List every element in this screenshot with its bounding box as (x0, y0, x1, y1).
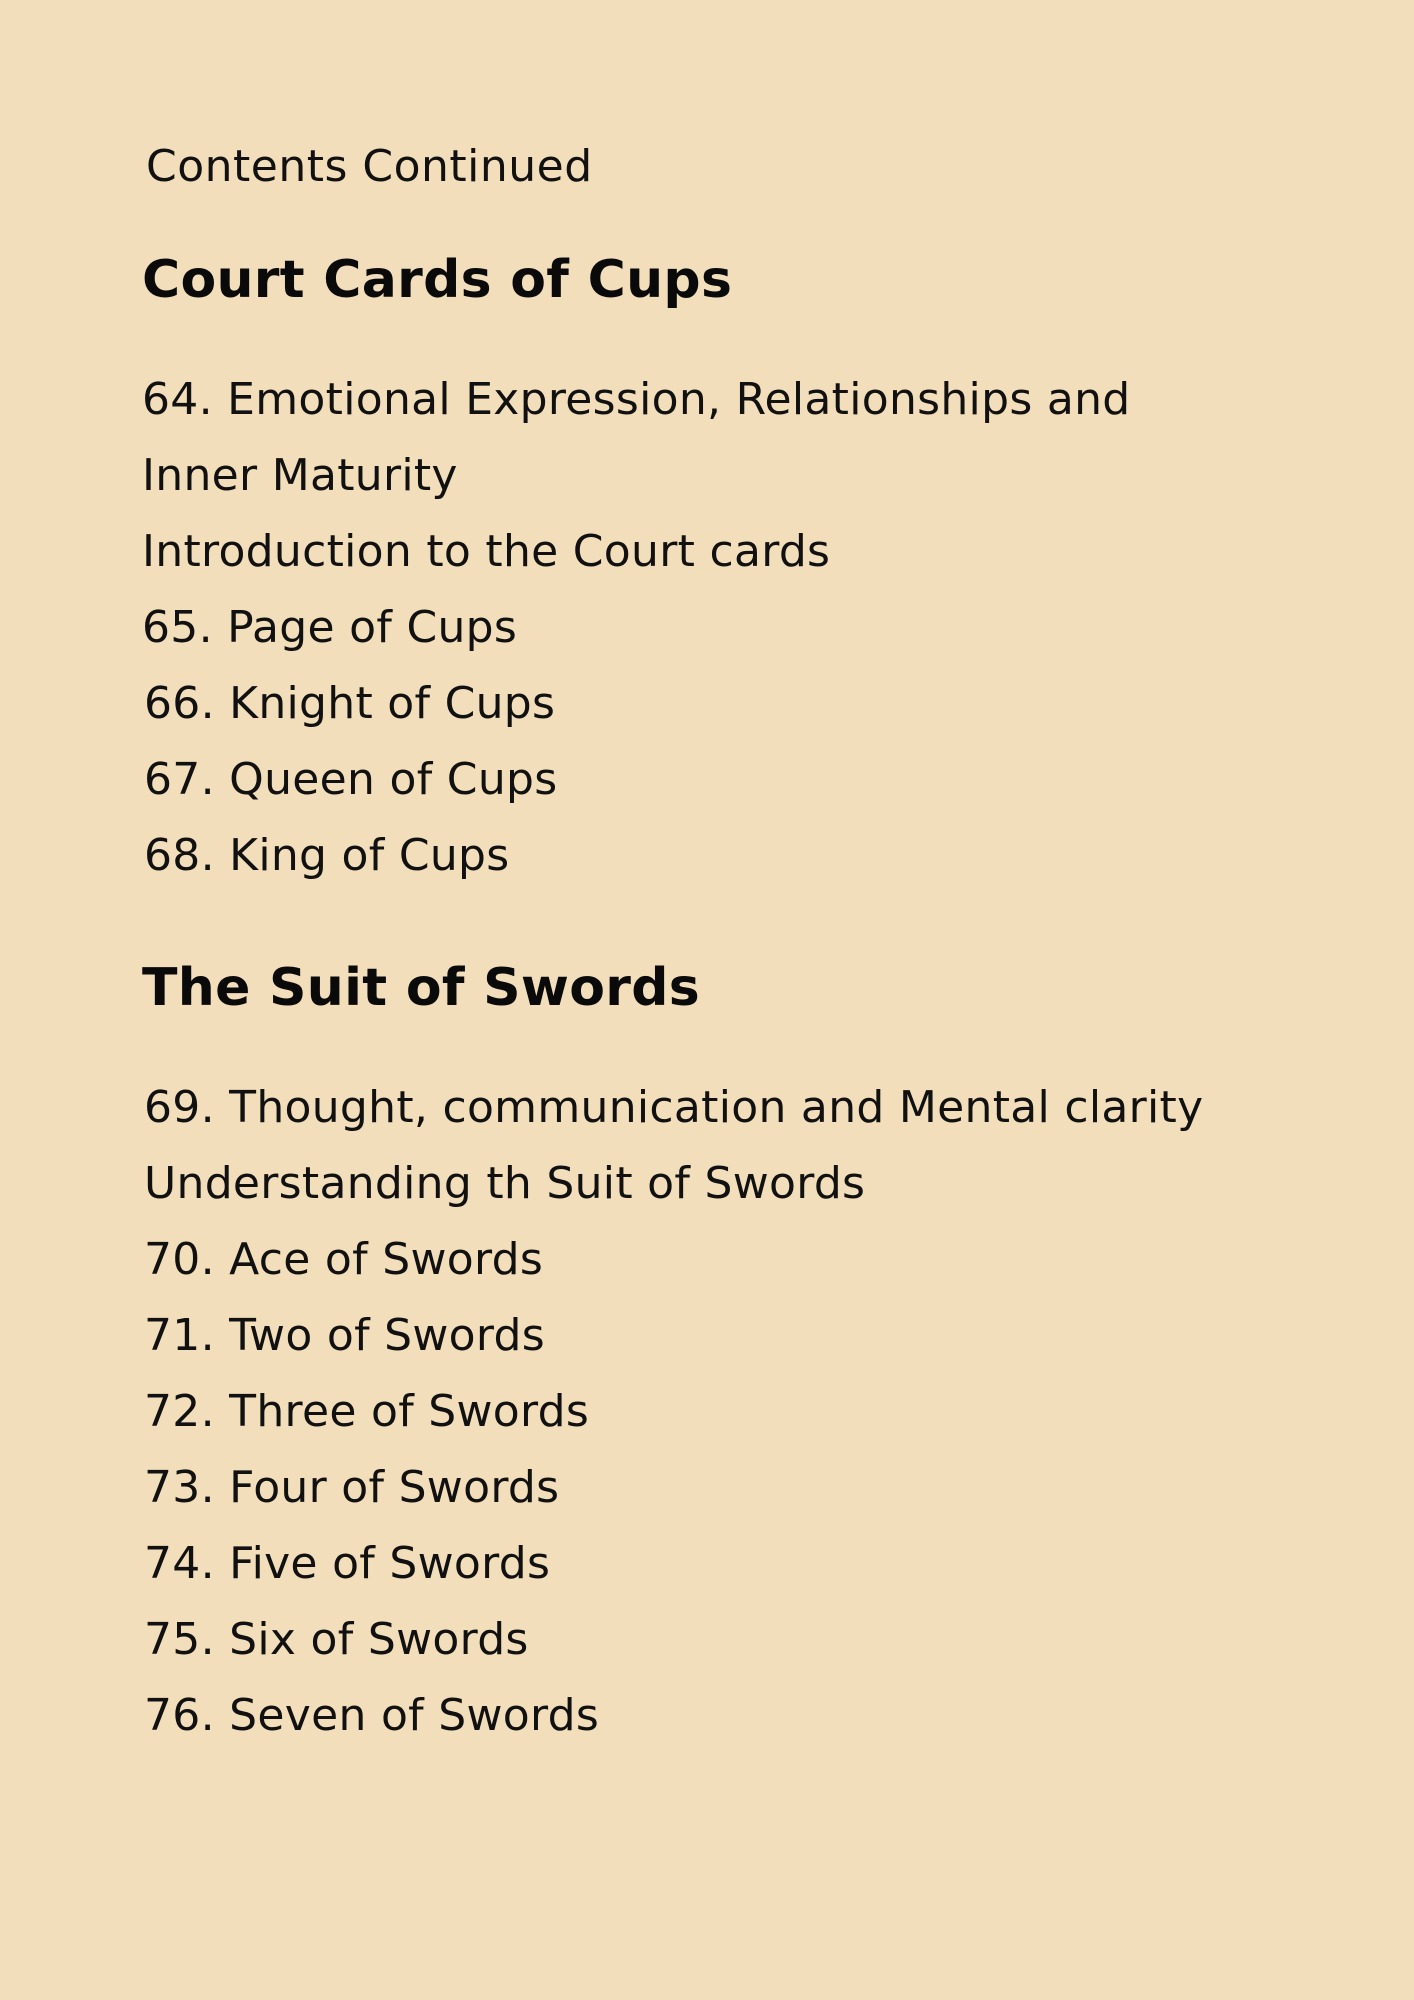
toc-entry: 70. Ace of Swords (144, 1234, 544, 1285)
section-title-suit-of-swords: The Suit of Swords (142, 958, 701, 1018)
toc-entry: 76. Seven of Swords (144, 1690, 600, 1741)
toc-entry: 71. Two of Swords (144, 1310, 545, 1361)
toc-entry: 68. King of Cups (144, 830, 510, 881)
toc-entry: 74. Five of Swords (144, 1538, 551, 1589)
toc-entry: Understanding th Suit of Swords (144, 1158, 866, 1209)
toc-entry: 65. Page of Cups (142, 602, 518, 653)
toc-list-cups (142, 362, 1294, 894)
toc-entry: 75. Six of Swords (144, 1614, 529, 1665)
toc-entry: Introduction to the Court cards (142, 526, 831, 577)
page-title: Contents Continued (146, 141, 593, 192)
toc-entry: 67. Queen of Cups (144, 754, 558, 805)
toc-entry: Inner Maturity (142, 450, 458, 501)
toc-entry: 69. Thought, communication and Mental clarity (144, 1082, 1204, 1133)
toc-entry: 72. Three of Swords (144, 1386, 590, 1437)
section-title-court-cards-of-cups: Court Cards of Cups (142, 250, 733, 310)
toc-entry: 64. Emotional Expression, Relationships and (142, 374, 1131, 425)
toc-entry: 66. Knight of Cups (144, 678, 556, 729)
toc-entry: 73. Four of Swords (144, 1462, 560, 1513)
toc-list-swords (142, 1070, 1294, 1754)
